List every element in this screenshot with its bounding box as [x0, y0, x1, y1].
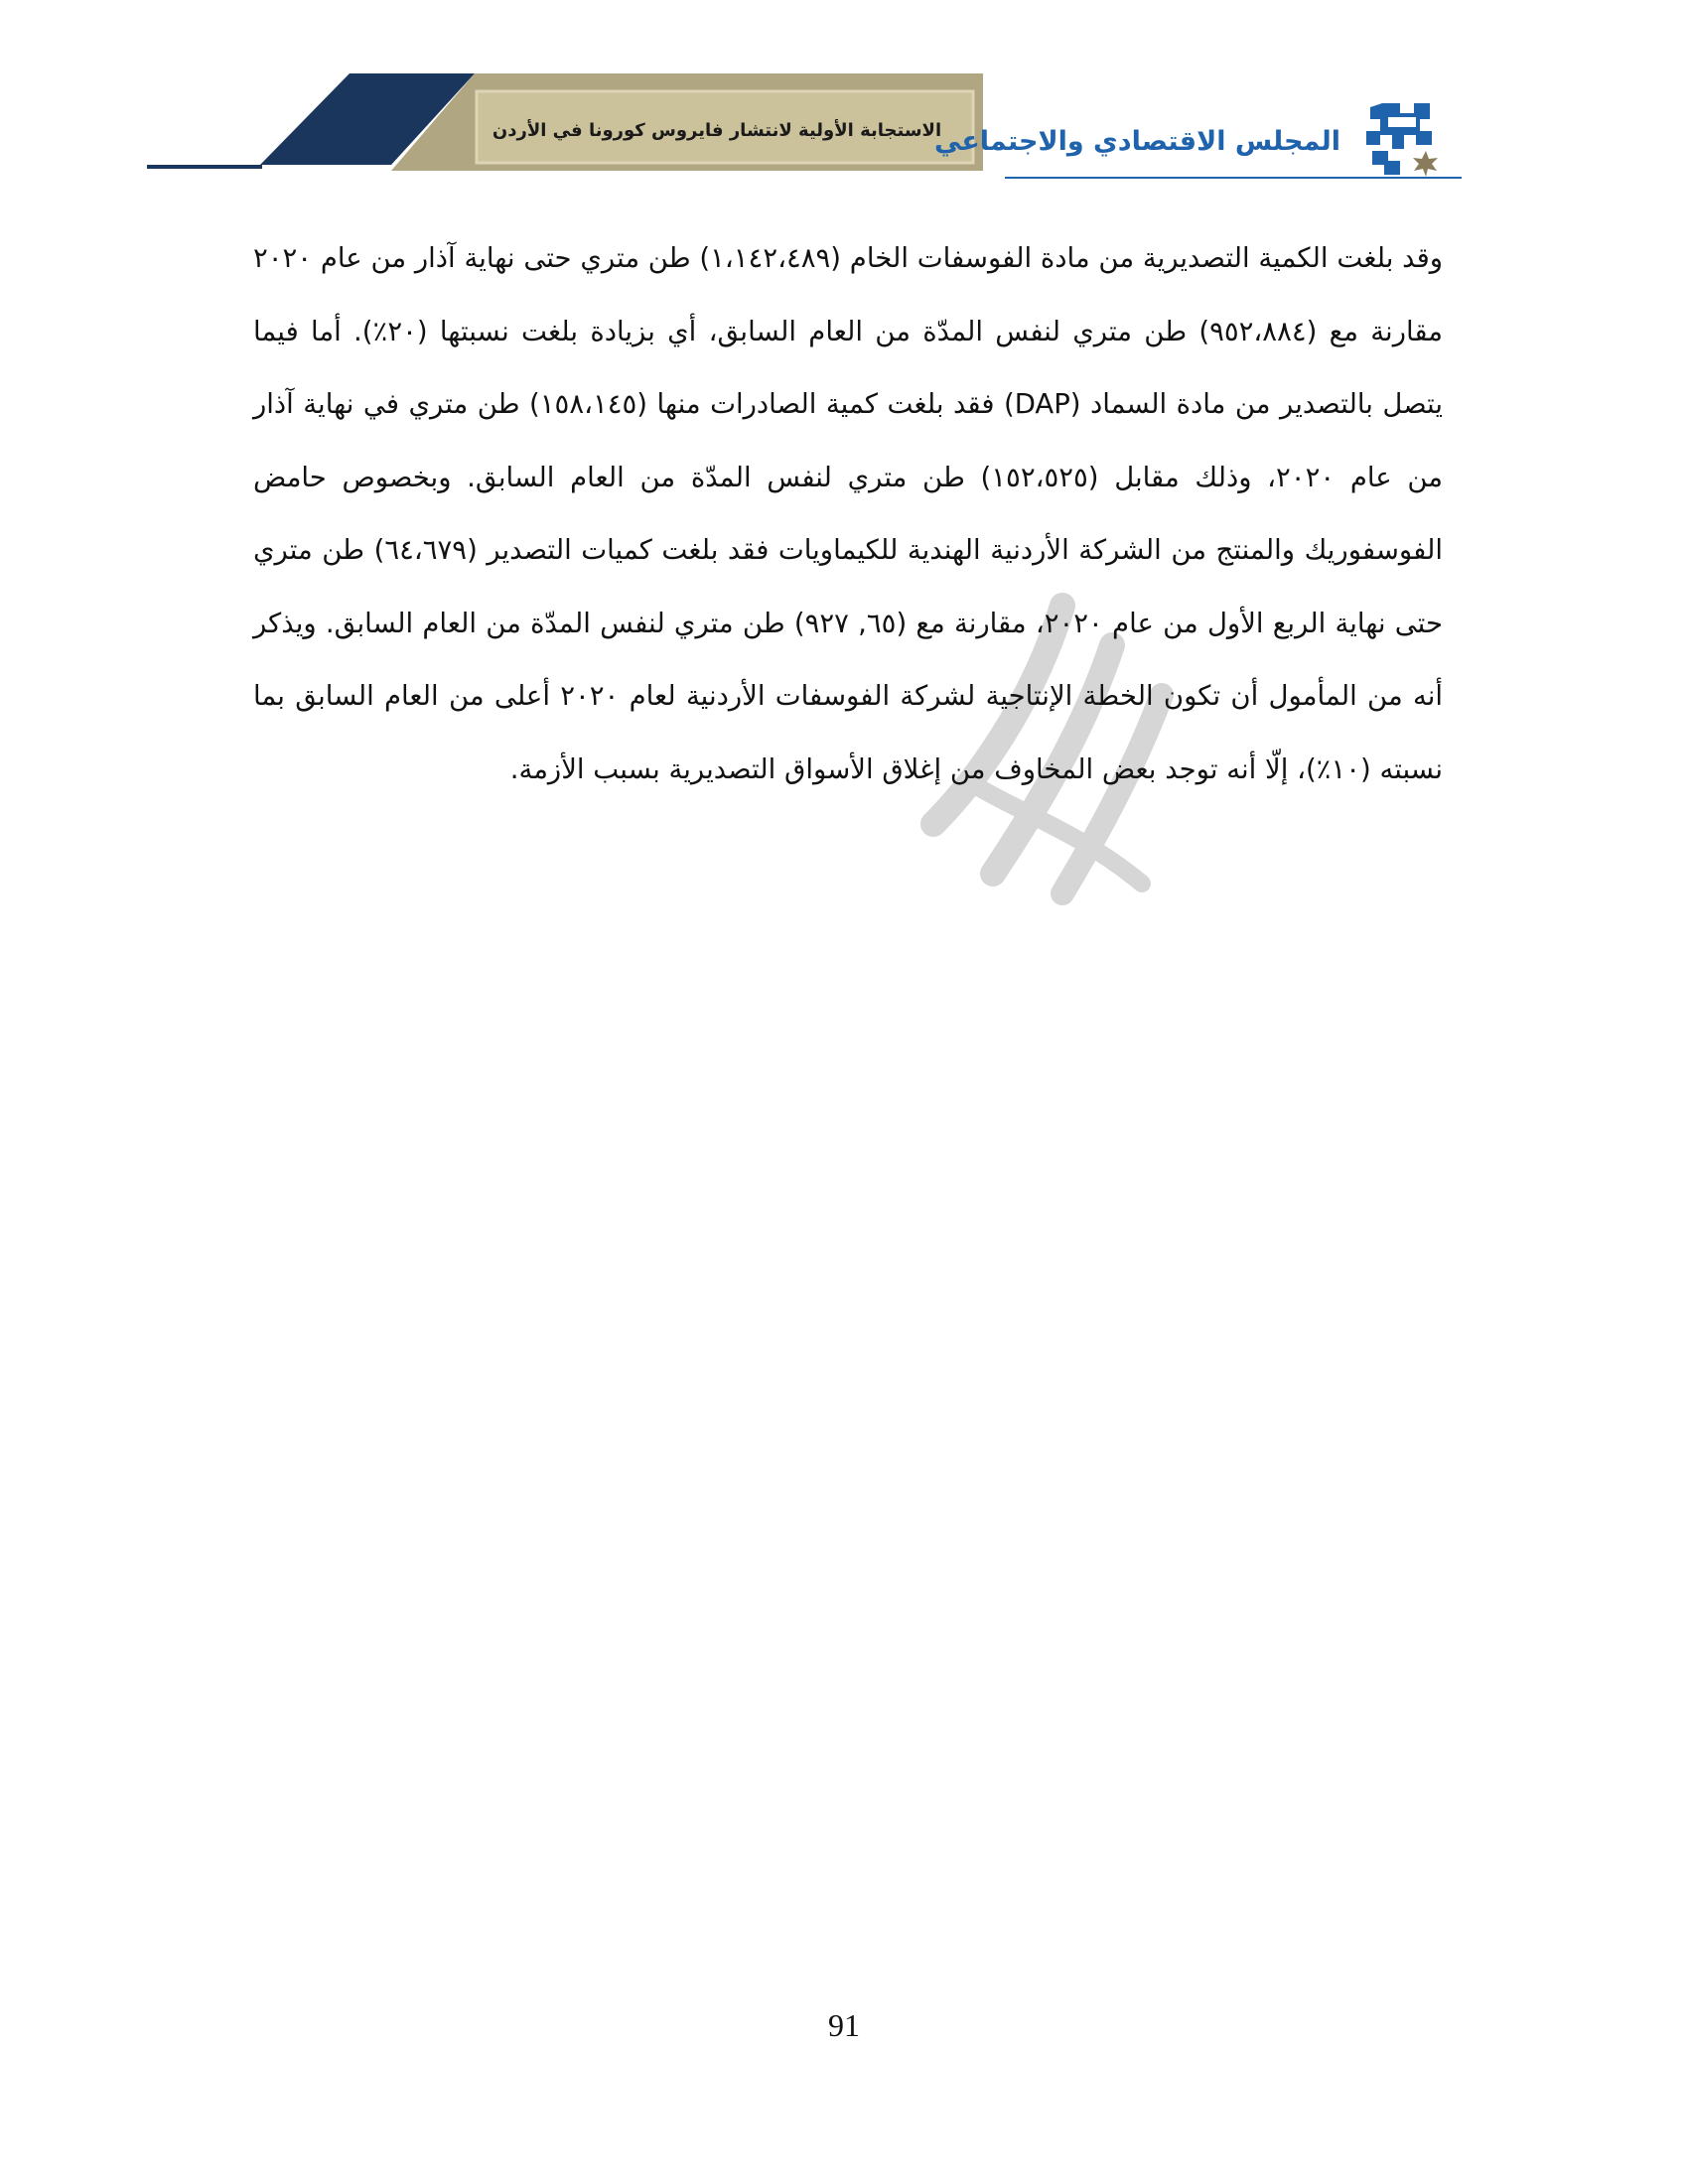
report-title: الاستجابة الأولية لانتشار فايروس كورونا في الأردن [492, 120, 942, 141]
council-star-logo-icon [1352, 95, 1452, 183]
header-left-rule [147, 165, 262, 169]
page-number: 91 [828, 2007, 860, 2043]
body-paragraph: وقد بلغت الكمية التصديرية من مادة الفوسفات الخام (١،١٤٢،٤٨٩) طن متري حتى نهاية آذار من عام ٢٠٢٠ مقارنة مع (٩٥٢،٨٨٤) طن متري لنفس المدّة من العام السابق، أي بزيادة بلغت نسبتها (٢٠٪). أما فيما يتصل بالتصدير من مادة السماد (DAP) فقد بلغت كمية الصادرات منها (١٥٨،١٤٥) طن متري في نهاية آذار من عام ٢٠٢٠، وذلك مقابل (١٥٢،٥٢٥) طن متري لنفس المدّة من العام السابق. وبخصوص حامض الفوسفوريك والمنتج من الشركة الأردنية الهندية للكيماويات فقد بلغت كميات التصدير (٦٤،٦٧٩) طن متري حتى نهاية الربع الأول من عام ٢٠٢٠، مقارنة مع (٦٥, ٩٢٧) طن متري لنفس المدّة من العام السابق. ويذكر أنه من المأمول أن تكون الخطة الإنتاجية لشركة الفوسفات الأردنية لعام ٢٠٢٠ أعلى من العام السابق بما نسبته (١٠٪)، إلّا أنه توجد بعض المخاوف من إغلاق الأسواق التصديرية بسبب الأزمة. [253, 242, 1443, 785]
council-name: المجلس الاقتصادي والاجتماعي [934, 126, 1340, 157]
